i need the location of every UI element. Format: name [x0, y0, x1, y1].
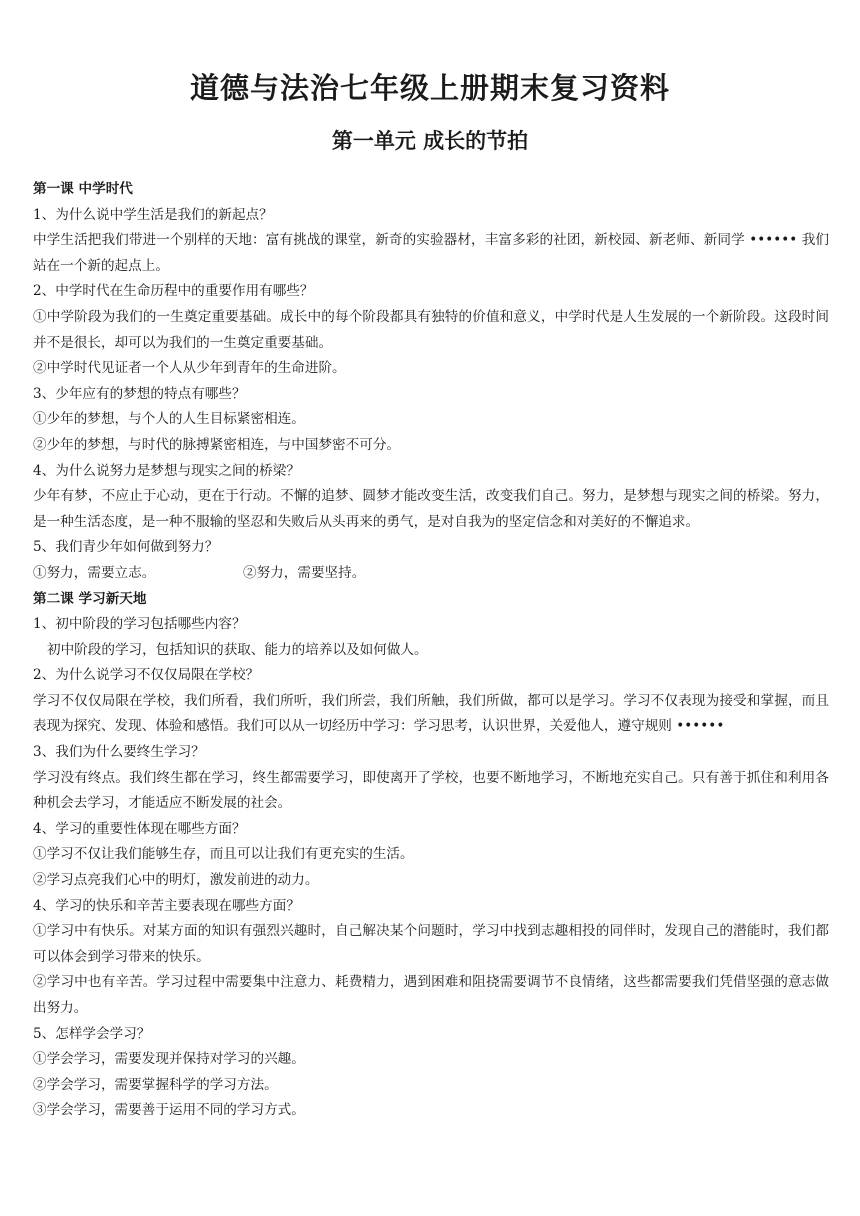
question: 3、少年应有的梦想的特点有哪些？ — [33, 385, 246, 402]
question: 5、我们青少年如何做到努力？ — [33, 539, 219, 556]
answer: ②努力，需要坚持。 — [243, 564, 366, 581]
question: 4、学习的重要性体现在哪些方面？ — [33, 820, 246, 837]
answer: 学习不仅仅局限在学校，我们所看，我们所听，我们所尝，我们所触，我们所做，都可以是学习。学习不仅表现为接受和掌握，而且表现为探究、发现、体验和感悟。我们可以从一切经历中学习：学习思考，认识世界，关爱他人，遵守规则 •••••• — [33, 692, 829, 735]
answer: ②学会学习，需要掌握科学的学习方法。 — [33, 1076, 278, 1093]
question: 4、为什么说努力是梦想与现实之间的桥梁？ — [33, 462, 300, 479]
answer: ①中学阶段为我们的一生奠定重要基础。成长中的每个阶段都具有独特的价值和意义，中学时代是人生发展的一个新阶段。这段时间并不是很长，却可以为我们的一生奠定重要基础。 — [33, 308, 829, 351]
answer: ①努力，需要立志。 — [33, 564, 156, 581]
answer: 少年有梦，不应止于心动，更在于行动。不懈的追梦、圆梦才能改变生活，改变我们自己。努力，是梦想与现实之间的桥梁。努力，是一种生活态度，是一种不服输的坚忍和失败后从头再来的勇气，是对自我为的坚定信念和对美好的不懈追求。 — [33, 488, 829, 530]
question: 2、中学时代在生命历程中的重要作用有哪些？ — [33, 283, 314, 300]
answer: ①学会学习，需要发现并保持对学习的兴趣。 — [33, 1051, 305, 1068]
lesson-heading: 第二课 学习新天地 — [33, 590, 147, 607]
unit-title: 第一单元 成长的节拍 — [331, 129, 529, 153]
question: 3、我们为什么要终生学习？ — [33, 744, 205, 761]
answer-pair — [33, 561, 829, 587]
answer: ①少年的梦想，与个人的人生目标紧密相连。 — [33, 411, 305, 428]
question: 4、学习的快乐和辛苦主要表现在哪些方面？ — [33, 897, 300, 914]
lesson-heading: 第一课 中学时代 — [33, 181, 133, 197]
answer: 初中阶段的学习，包括知识的获取、能力的培养以及如何做人。 — [47, 641, 428, 658]
answer: ②学习中也有辛苦。学习过程中需要集中注意力、耗费精力，遇到困难和阻挠需要调节不良情绪，这些都需要我们凭借坚强的意志做出努力。 — [33, 974, 829, 1016]
answer: 学习没有终点。我们终生都在学习，终生都需要学习，即使离开了学校，也要不断地学习，不断地充实自己。只有善于抓住和利用各种机会去学习，才能适应不断发展的社会。 — [33, 769, 829, 812]
answer: ③学会学习，需要善于运用不同的学习方式。 — [33, 1102, 305, 1119]
question: 1、初中阶段的学习包括哪些内容？ — [33, 616, 246, 633]
answer: ②中学时代见证者一个人从少年到青年的生命进阶。 — [33, 360, 346, 377]
answer: ①学习中有快乐。对某方面的知识有强烈兴趣时，自己解决某个问题时，学习中找到志趣相投的同伴时，发现自己的潜能时，我们都可以体会到学习带来的快乐。 — [33, 923, 829, 965]
document-body — [33, 177, 829, 1124]
question: 5、怎样学会学习？ — [33, 1025, 151, 1042]
answer: ②学习点亮我们心中的明灯，激发前进的动力。 — [33, 872, 319, 889]
answer: ②少年的梦想，与时代的脉搏紧密相连，与中国梦密不可分。 — [33, 436, 401, 453]
question: 1、为什么说中学生活是我们的新起点？ — [33, 206, 273, 223]
document-title: 道德与法治七年级上册期末复习资料 — [189, 71, 670, 105]
answer: 中学生活把我们带进一个别样的天地：富有挑战的课堂，新奇的实验器材，丰富多彩的社团，新校园、新老师、新同学 •••••• 我们站在一个新的起点上。 — [33, 232, 829, 274]
answer: ①学习不仅让我们能够生存，而且可以让我们有更充实的生活。 — [33, 846, 414, 863]
question: 2、为什么说学习不仅仅局限在学校？ — [33, 667, 260, 684]
